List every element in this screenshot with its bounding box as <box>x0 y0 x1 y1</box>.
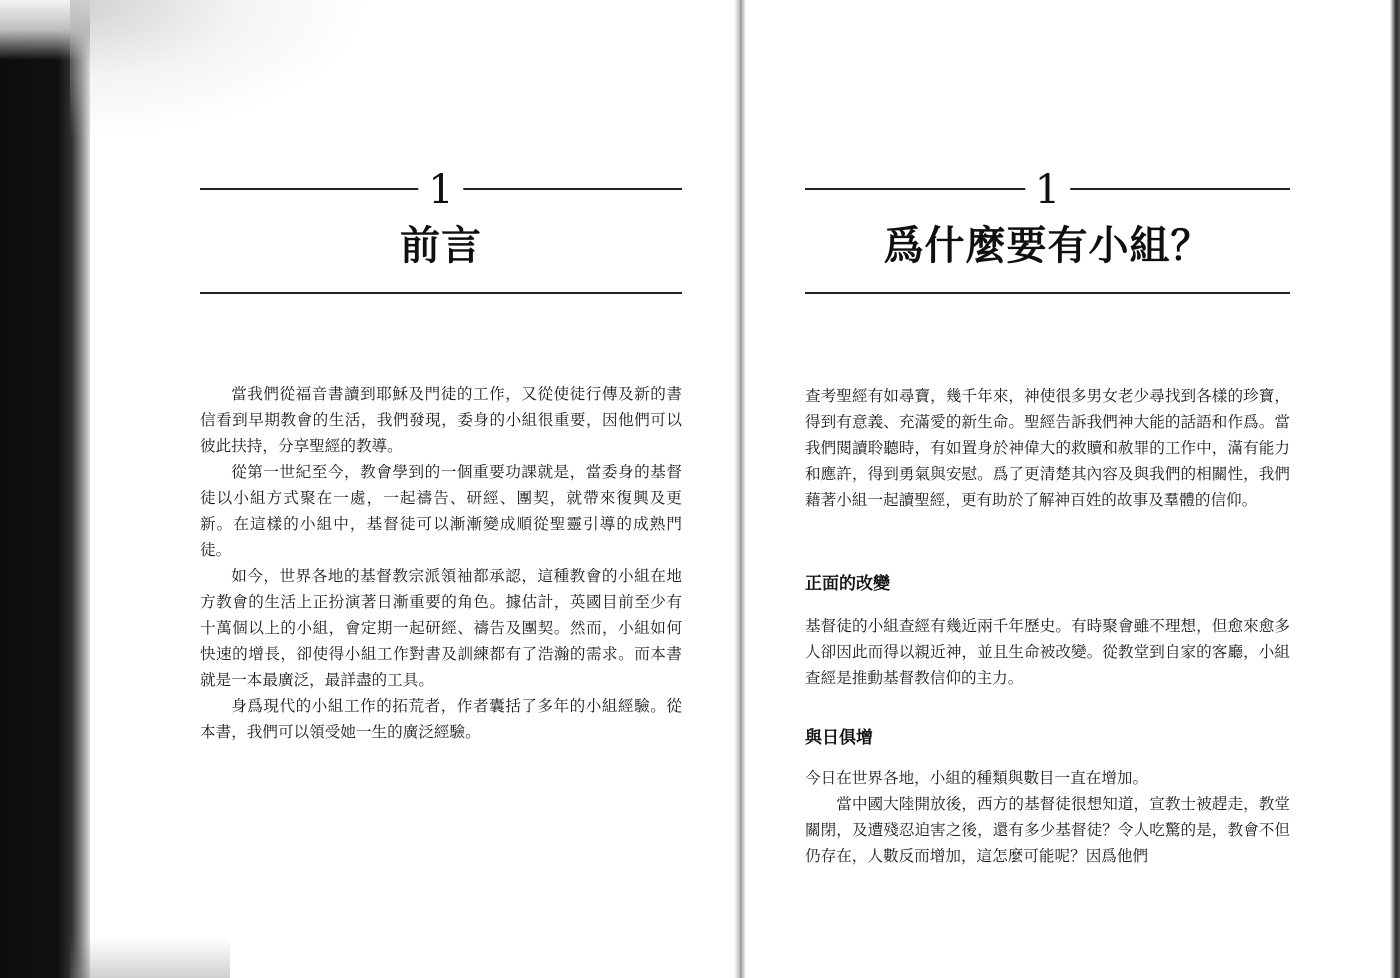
chapter-line-left <box>805 188 1030 190</box>
intro-body <box>805 383 1290 513</box>
right-page <box>805 0 1290 978</box>
section-body <box>805 765 1290 869</box>
paragraph: 當中國大陸開放後，西方的基督徒很想知道，宣教士被趕走，教堂關閉，及遭殘忍迫害之後，還有多少基督徒？令人吃驚的是，教會不但仍存在，人數反而增加，這怎麼可能呢？因爲他們 <box>805 795 1290 865</box>
chapter-line-left <box>200 188 422 190</box>
chapter-number: 1 <box>418 168 463 212</box>
section-body <box>805 613 1290 691</box>
chapter-number: 1 <box>1025 168 1070 212</box>
chapter-title: 爲什麼要有小組？ <box>883 222 1212 269</box>
title-rule <box>200 292 682 294</box>
paragraph: 如今，世界各地的基督教宗派領袖都承認，這種教會的小組在地方教會的生活上正扮演著日漸重要的角色。據估計，英國目前至少有十萬個以上的小組，會定期一起研經、禱告及團契。然而，小組如何快速的增長，卻使得小組工作對書及訓練都有了浩瀚的需求。而本書就是一本最廣泛，最詳盡的工具。 <box>200 567 682 689</box>
chapter-heading <box>200 168 682 212</box>
title-rule <box>805 292 1290 294</box>
chapter-title: 前言 <box>400 222 482 269</box>
paragraph: 今日在世界各地，小組的種類與數目一直在增加。 <box>805 769 1149 787</box>
paragraph: 當我們從福音書讀到耶穌及門徒的工作，又從使徒行傳及新的書信看到早期教會的生活，我們發現，委身的小組很重要，因他們可以彼此扶持，分享聖經的教導。 <box>200 385 682 455</box>
left-page <box>200 0 682 978</box>
paragraph: 查考聖經有如尋寶，幾千年來，神使很多男女老少尋找到各樣的珍寶，得到有意義、充滿愛的新生命。聖經告訴我們神大能的話語和作爲。當我們閱讀聆聽時，有如置身於神偉大的救贖和赦罪的工作中，滿有能力和應許，得到勇氣與安慰。爲了更清楚其內容及與我們的相關性，我們藉著小組一起讀聖經，更有助於了解神百姓的故事及羣體的信仰。 <box>805 387 1290 509</box>
paragraph: 從第一世紀至今，教會學到的一個重要功課就是，當委身的基督徒以小組方式聚在一處，一起禱告、研經、團契，就帶來復興及更新。在這樣的小組中，基督徒可以漸漸變成順從聖靈引導的成熟門徒。 <box>200 463 682 559</box>
section-heading: 正面的改變 <box>805 574 890 594</box>
section-heading: 與日俱增 <box>805 728 873 748</box>
right-edge-shadow <box>1390 0 1400 978</box>
chapter-line-right <box>460 188 682 190</box>
chapter-line-right <box>1065 188 1290 190</box>
preface-body <box>200 381 682 745</box>
paragraph: 基督徒的小組查經有幾近兩千年歷史。有時聚會雖不理想，但愈來愈多人卻因此而得以親近神，並且生命被改變。從教堂到自家的客廳，小組查經是推動基督教信仰的主力。 <box>805 617 1290 687</box>
binding-shadow <box>0 0 90 978</box>
paragraph: 身爲現代的小組工作的拓荒者，作者囊括了多年的小組經驗。從本書，我們可以領受她一生的廣泛經驗。 <box>200 697 682 741</box>
chapter-heading <box>805 168 1290 212</box>
page-gutter <box>734 0 746 978</box>
